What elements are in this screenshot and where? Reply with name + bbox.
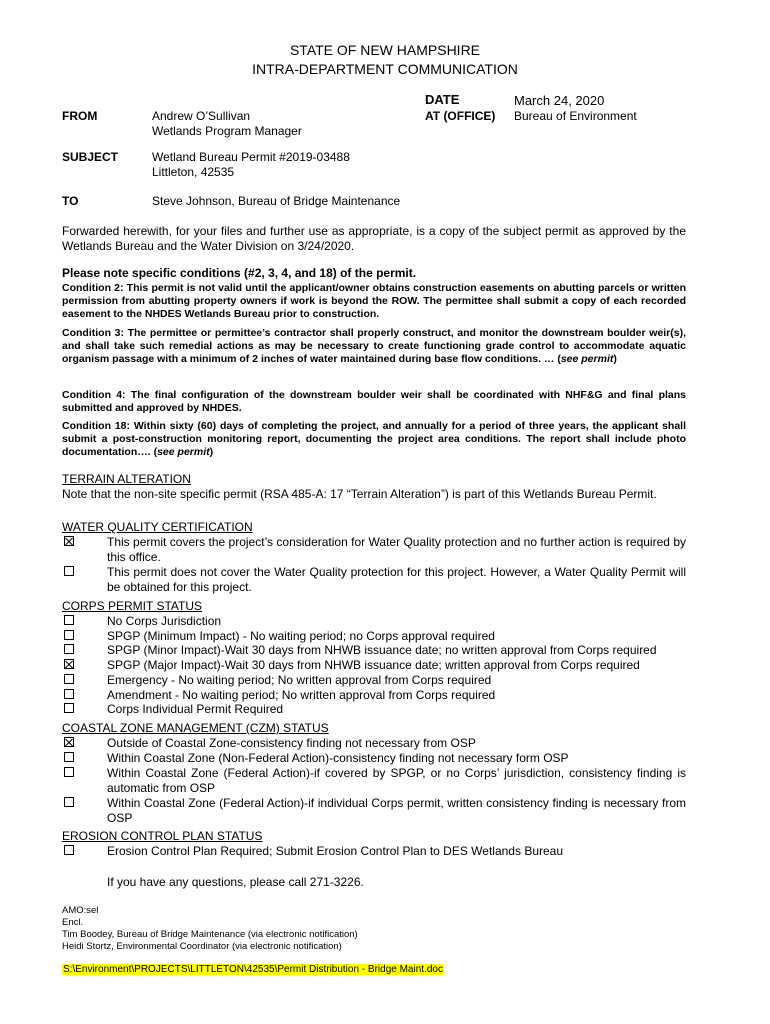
water-quality-checkbox[interactable]	[64, 536, 74, 546]
corps-item	[62, 658, 686, 673]
from-name: Andrew O’Sullivan	[152, 109, 251, 123]
footer-cc-2: Heidi Stortz, Environmental Coordinator (via electronic notification)	[62, 941, 342, 952]
corps-checkbox[interactable]	[64, 615, 74, 625]
subject-line1: Wetland Bureau Permit #2019-03488	[152, 150, 350, 164]
from-label: FROM	[62, 109, 98, 123]
erosion-heading: EROSION CONTROL PLAN STATUS	[62, 829, 263, 843]
corps-item-text: Corps Individual Permit Required	[107, 702, 284, 716]
condition-4: Condition 4: The final configuration of the downstream boulder weir shall be coordinated with NHF&G and final plans submitted and approved by NHDES.	[62, 389, 686, 414]
header-state: STATE OF NEW HAMPSHIRE	[289, 42, 481, 58]
czm-item	[62, 736, 686, 751]
footer-initials: AMO:sel	[62, 905, 99, 916]
czm-checkbox[interactable]	[64, 797, 74, 807]
corps-item	[62, 614, 686, 629]
from-title: Wetlands Program Manager	[152, 124, 302, 138]
czm-item-text: Within Coastal Zone (Federal Action)-if individual Corps permit, written consistency finding is necessary from OSP	[107, 796, 686, 825]
czm-item	[62, 766, 686, 796]
water-quality-checkbox[interactable]	[64, 566, 74, 576]
corps-item-text: SPGP (Minimum Impact) - No waiting period; no Corps approval required	[107, 629, 495, 643]
to-label: TO	[62, 194, 79, 208]
corps-item-text: SPGP (Major Impact)-Wait 30 days from NHWB issuance date; written approval from Corps required	[107, 658, 640, 672]
condition-3-end: )	[613, 353, 617, 365]
condition-18-ref: see permit	[157, 446, 210, 458]
corps-item-text: Emergency - No waiting period; No written approval from Corps required	[107, 673, 492, 687]
water-quality-heading: WATER QUALITY CERTIFICATION	[62, 520, 253, 534]
header-communication: INTRA-DEPARTMENT COMMUNICATION	[252, 61, 518, 77]
erosion-item-text: Erosion Control Plan Required; Submit Erosion Control Plan to DES Wetlands Bureau	[107, 844, 564, 858]
corps-checkbox[interactable]	[64, 674, 74, 684]
corps-checkbox[interactable]	[64, 689, 74, 699]
erosion-item	[62, 844, 686, 859]
intro-paragraph: Forwarded herewith, for your files and further use as appropriate, is a copy of the subject permit as approved by the Wetlands Bureau and the Water Division on 3/24/2020.	[62, 224, 686, 253]
subject-label: SUBJECT	[62, 150, 119, 164]
condition-3	[62, 327, 686, 366]
corps-checkbox[interactable]	[64, 703, 74, 713]
czm-item-text: Outside of Coastal Zone-consistency finding not necessary from OSP	[107, 736, 476, 750]
erosion-checkbox[interactable]	[64, 845, 74, 855]
czm-item	[62, 796, 686, 826]
subject-line2: Littleton, 42535	[152, 165, 235, 179]
condition-18-text: Condition 18: Within sixty (60) days of completing the project, and annually for a period of three years, the applicant shall submit a post-construction monitoring report, documenting the project area conditions. The report shall include photo documentation…. (	[62, 420, 686, 458]
condition-3-ref: see permit	[560, 353, 614, 365]
questions-line: If you have any questions, please call 271-3226.	[107, 875, 364, 889]
water-quality-item	[62, 565, 686, 595]
condition-3-text: Condition 3: The permittee or permittee’s contractor shall properly construct, and monitor the downstream boulder weir(s), and shall take such remedial actions as may be necessary to create functioning grade control to accommodate aquatic organism passage with a minimum of 2 inches of water maintained during base flow conditions. … (	[62, 327, 686, 365]
corps-item	[62, 643, 686, 658]
water-quality-item-text: This permit covers the project’s consideration for Water Quality protection and no further action is required by this office.	[107, 535, 686, 564]
corps-checkbox[interactable]	[64, 659, 74, 669]
corps-item-text: SPGP (Minor Impact)-Wait 30 days from NHWB issuance date; no written approval from Corps required	[107, 643, 657, 657]
corps-checkbox[interactable]	[64, 630, 74, 640]
corps-item	[62, 629, 686, 644]
water-quality-item	[62, 535, 686, 565]
corps-item-text: Amendment - No waiting period; No written approval from Corps required	[107, 688, 496, 702]
to-value: Steve Johnson, Bureau of Bridge Maintenance	[152, 194, 401, 208]
corps-checkbox[interactable]	[64, 644, 74, 654]
date-value: March 24, 2020	[514, 93, 605, 108]
terrain-heading: TERRAIN ALTERATION	[62, 472, 191, 486]
footer-cc-1: Tim Boodey, Bureau of Bridge Maintenance (via electronic notification)	[62, 929, 358, 940]
corps-heading: CORPS PERMIT STATUS	[62, 599, 203, 613]
condition-18-end: )	[209, 446, 214, 458]
corps-item	[62, 702, 686, 717]
corps-item	[62, 688, 686, 703]
czm-checkbox[interactable]	[64, 737, 74, 747]
czm-checkbox[interactable]	[64, 752, 74, 762]
date-label: DATE	[425, 92, 460, 107]
czm-heading: COASTAL ZONE MANAGEMENT (CZM) STATUS	[62, 721, 329, 735]
terrain-text: Note that the non-site specific permit (RSA 485-A: 17 “Terrain Alteration”) is part of this Wetlands Bureau Permit.	[62, 487, 657, 501]
office-value: Bureau of Environment	[514, 109, 637, 123]
czm-item-text: Within Coastal Zone (Federal Action)-if covered by SPGP, or no Corps’ jurisdiction, consistency finding is automatic from OSP	[107, 766, 686, 795]
file-path-highlight: S:\Environment\PROJECTS\LITTLETON\42535\Permit Distribution - Bridge Maint.doc	[63, 964, 443, 975]
corps-item-text: No Corps Jurisdiction	[107, 614, 222, 628]
water-quality-item-text: This permit does not cover the Water Quality protection for this project. However, a Water Quality Permit will be obtained for this project.	[107, 565, 686, 594]
footer-enclosure: Encl.	[62, 917, 84, 928]
office-label: AT (OFFICE)	[425, 109, 496, 123]
condition-2: Condition 2: This permit is not valid until the applicant/owner obtains construction easements on abutting parcels or written permission from abutting property owners if work is beyond the ROW. The permittee shall submit a copy of each recorded easement to the NHDES Wetlands Bureau prior to construction.	[62, 282, 686, 320]
conditions-notice: Please note specific conditions (#2, 3, 4, and 18) of the permit.	[62, 266, 417, 280]
corps-item	[62, 673, 686, 688]
condition-18	[62, 420, 686, 459]
czm-item	[62, 751, 686, 766]
czm-checkbox[interactable]	[64, 767, 74, 777]
czm-item-text: Within Coastal Zone (Non-Federal Action)-consistency finding not necessary form OSP	[107, 751, 569, 765]
